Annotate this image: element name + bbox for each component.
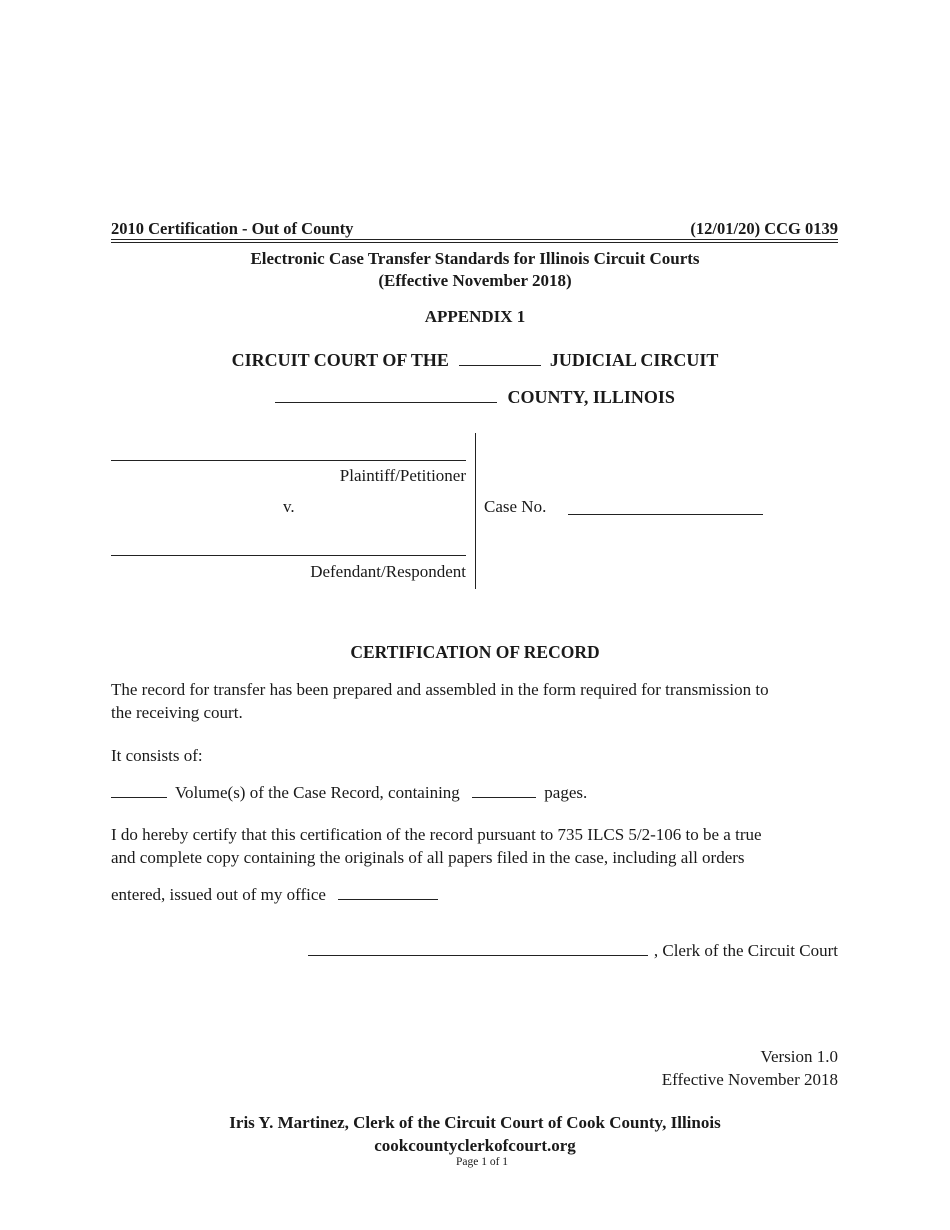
form-code: (12/01/20) CCG 0139 [690, 219, 838, 238]
para1-line2: the receiving court. [111, 703, 243, 722]
footer-website: cookcountyclerkofcourt.org [374, 1136, 576, 1155]
county-blank[interactable] [275, 402, 497, 403]
standards-title [0, 248, 950, 292]
county-suffix: COUNTY, ILLINOIS [507, 387, 675, 407]
court-line [0, 350, 950, 371]
pages-text: pages. [544, 783, 588, 802]
standards-title-line1: Electronic Case Transfer Standards for Illinois Circuit Courts [250, 249, 700, 268]
version-number: Version 1.0 [760, 1047, 838, 1066]
footer-clerk-name: Iris Y. Martinez, Clerk of the Circuit Court of Cook County, Illinois [229, 1113, 721, 1132]
pages-count-blank[interactable] [472, 797, 536, 798]
header-divider [111, 242, 838, 243]
caption-divider [475, 433, 476, 589]
plaintiff-label: Plaintiff/Petitioner [339, 466, 466, 485]
office-date-blank[interactable] [338, 899, 438, 900]
certification-paragraph-1 [111, 678, 851, 724]
certification-heading: CERTIFICATION OF RECORD [350, 642, 600, 662]
court-suffix: JUDICIAL CIRCUIT [549, 350, 719, 370]
para1-line1: The record for transfer has been prepared and assembled in the form required for transmission to [111, 680, 769, 699]
para2-line3: entered, issued out of my office [111, 885, 326, 904]
versus-label: v. [283, 497, 295, 516]
para2-line1: I do hereby certify that this certification of the record pursuant to 735 ILCS 5/2-106 to be a true [111, 825, 762, 844]
volumes-line [111, 781, 587, 804]
form-title: 2010 Certification - Out of County [111, 219, 354, 238]
form-header [111, 219, 838, 240]
clerk-label: , Clerk of the Circuit Court [653, 941, 838, 960]
volumes-text: Volume(s) of the Case Record, containing [174, 783, 460, 802]
court-prefix: CIRCUIT COURT OF THE [231, 350, 449, 370]
para2-line2: and complete copy containing the originals of all papers filed in the case, including all orders [111, 848, 745, 867]
case-number-label: Case No. [484, 497, 547, 516]
county-line [0, 387, 950, 408]
judicial-circuit-blank[interactable] [459, 365, 541, 366]
office-line [111, 883, 438, 906]
standards-title-line2: (Effective November 2018) [378, 271, 572, 290]
clerk-signature-blank[interactable] [308, 955, 648, 956]
defendant-label: Defendant/Respondent [310, 562, 466, 581]
appendix-title: APPENDIX 1 [424, 307, 526, 326]
page-number: Page 1 of 1 [455, 1156, 509, 1168]
clerk-signature-line [280, 939, 838, 962]
certification-paragraph-2 [111, 823, 851, 869]
version-effective: Effective November 2018 [661, 1070, 838, 1089]
volumes-count-blank[interactable] [111, 797, 167, 798]
version-block [500, 1045, 838, 1091]
plaintiff-line[interactable] [111, 460, 466, 461]
consists-of-label: It consists of: [111, 746, 203, 765]
case-number-field[interactable] [568, 514, 763, 515]
defendant-line[interactable] [111, 555, 466, 556]
